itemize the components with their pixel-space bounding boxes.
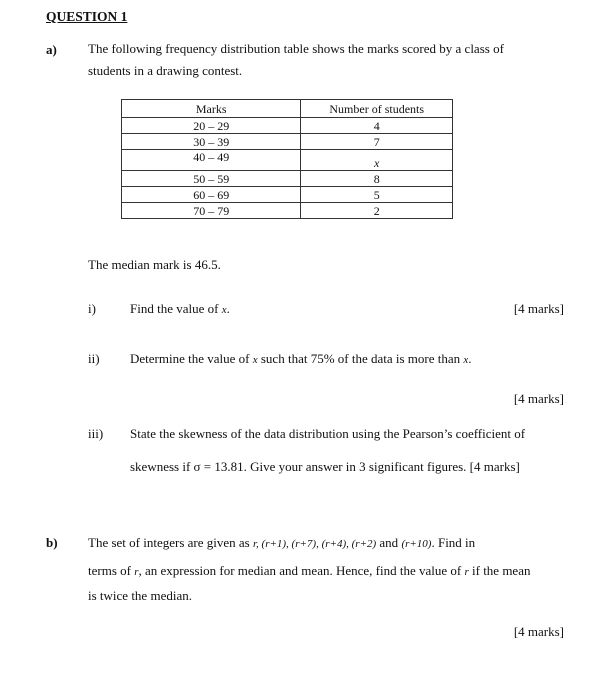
subq-ii-prompt-start: Determine the value of bbox=[130, 351, 250, 366]
table-row bbox=[122, 134, 453, 150]
last-expression: (r+10) bbox=[401, 538, 432, 550]
frequency-table bbox=[121, 99, 453, 219]
subq-i-end: . bbox=[226, 301, 230, 316]
subq-ii-text bbox=[130, 351, 472, 367]
marks-cell: 70 – 79 bbox=[122, 203, 301, 219]
table-row bbox=[122, 187, 453, 203]
table-row bbox=[122, 171, 453, 187]
part-a-label: a) bbox=[46, 42, 57, 57]
var-x: x bbox=[252, 354, 258, 366]
marks-cell: 60 – 69 bbox=[122, 187, 301, 203]
subq-iii-line-1: State the skewness of the data distribution using the Pearson’s coefficient of bbox=[130, 426, 526, 441]
subq-ii-label: ii) bbox=[88, 351, 100, 366]
subq-i-text bbox=[130, 301, 230, 317]
count-cell: 8 bbox=[301, 171, 453, 187]
part-b-line-2-start: terms of bbox=[88, 563, 131, 578]
part-b-line-1 bbox=[88, 535, 475, 551]
part-a-intro bbox=[88, 38, 578, 82]
table-row bbox=[122, 203, 453, 219]
subq-iii-prompt-start: skewness if bbox=[130, 459, 191, 474]
marks-cell: 20 – 29 bbox=[122, 118, 301, 134]
set-expression: r, (r+1), (r+7), (r+4), (r+2) bbox=[252, 538, 377, 550]
intro-line-1: The following frequency distribution table shows the marks scored by a class of bbox=[88, 41, 504, 56]
subq-i-marks: [4 marks] bbox=[513, 301, 564, 316]
and-word: and bbox=[379, 535, 399, 550]
sigma-value: σ = 13.81 bbox=[193, 459, 244, 474]
intro-line-2: students in a drawing contest. bbox=[88, 63, 243, 78]
count-cell: 2 bbox=[301, 203, 453, 219]
count-cell: 5 bbox=[301, 187, 453, 203]
subq-iii-label: iii) bbox=[88, 426, 104, 441]
var-x: x bbox=[221, 304, 227, 316]
marks-cell: 30 – 39 bbox=[122, 134, 301, 150]
var-x: x bbox=[463, 354, 469, 366]
subq-iii-marks: [4 marks] bbox=[469, 459, 520, 474]
part-b-prompt-start: The set of integers are given as bbox=[88, 535, 250, 550]
count-cell: 7 bbox=[301, 134, 453, 150]
count-cell: x bbox=[301, 150, 453, 171]
marks-cell: 40 – 49 bbox=[122, 150, 301, 171]
header-marks: Marks bbox=[122, 100, 301, 118]
var-r: r bbox=[134, 566, 139, 578]
header-students: Number of students bbox=[301, 100, 453, 118]
table-header-row bbox=[122, 100, 453, 118]
subq-i-label: i) bbox=[88, 301, 96, 316]
question-heading: QUESTION 1 bbox=[46, 9, 128, 24]
part-b-label: b) bbox=[46, 535, 58, 550]
subq-ii-marks: [4 marks] bbox=[513, 391, 564, 406]
part-b-line-3: is twice the median. bbox=[88, 588, 192, 603]
subq-iii-line-2 bbox=[130, 459, 520, 475]
part-b-marks: [4 marks] bbox=[513, 624, 564, 639]
subq-i-prompt: Find the value of bbox=[130, 301, 219, 316]
var-r: r bbox=[464, 566, 469, 578]
table-row bbox=[122, 150, 453, 171]
marks-cell: 50 – 59 bbox=[122, 171, 301, 187]
part-b-line-2-end: if the mean bbox=[472, 563, 531, 578]
count-cell: 4 bbox=[301, 118, 453, 134]
part-b-line-2 bbox=[88, 563, 530, 579]
median-statement: The median mark is 46.5. bbox=[88, 257, 221, 272]
part-b-line-2-mid: , an expression for median and mean. Hence, find the value of bbox=[138, 563, 462, 578]
subq-ii-end: . bbox=[468, 351, 472, 366]
subq-ii-prompt-mid: such that 75% of the data is more than bbox=[260, 351, 461, 366]
subq-iii-prompt-end: . Give your answer in 3 significant figures. bbox=[243, 459, 467, 474]
table-row bbox=[122, 118, 453, 134]
part-b-prompt-end: . Find in bbox=[431, 535, 476, 550]
